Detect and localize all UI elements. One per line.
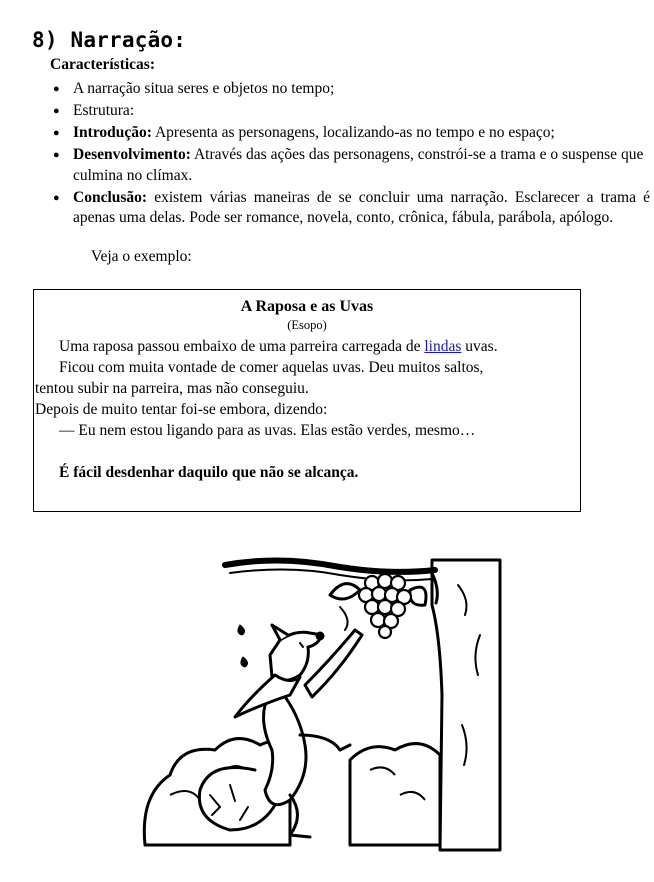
characteristics-list <box>50 79 650 230</box>
bullet-text: A narração situa seres e objetos no tempo; <box>73 80 335 97</box>
fable-line-5: — Eu nem estou ligando para as uvas. Elas estão verdes, mesmo… <box>59 422 476 439</box>
fox-head <box>270 632 322 680</box>
example-intro: Veja o exemplo: <box>91 248 192 265</box>
bullet-text: Estrutura: <box>73 102 135 119</box>
fable-title: A Raposa e as Uvas <box>240 298 374 315</box>
list-item <box>50 79 650 100</box>
list-item <box>50 123 650 144</box>
fox-body <box>264 690 306 805</box>
fox <box>199 625 362 837</box>
fable-line-3: tentou subir na parreira, mas não conseguiu. <box>35 380 309 397</box>
leaf <box>330 584 360 599</box>
fable-box <box>33 289 581 512</box>
section-heading: 8) Narração: <box>32 28 187 52</box>
fable-text: Uma raposa passou embaixo de uma parreira carregada de <box>59 338 425 355</box>
fable-moral: É fácil desdenhar daquilo que não se alcança. <box>59 464 359 481</box>
grape-bunch <box>359 574 411 638</box>
bullet-lead: Desenvolvimento: <box>73 146 191 163</box>
bush <box>350 744 440 845</box>
fox-and-grapes-illustration <box>140 545 510 855</box>
fable-line-4: Depois de muito tentar foi-se embora, dizendo: <box>35 401 328 418</box>
bullet-lead: Introdução: <box>73 124 152 141</box>
leaf <box>410 587 426 605</box>
bullet-text: Apresenta as personagens, localizando-as no tempo e no espaço; <box>151 124 555 141</box>
fable-line-2: Ficou com muita vontade de comer aquelas uvas. Deu muitos saltos, <box>59 359 484 376</box>
list-item <box>50 188 650 229</box>
fable-line-1 <box>59 338 498 356</box>
characteristics-subheading: Características: <box>50 56 156 73</box>
list-item <box>50 145 650 186</box>
fable-author: (Esopo) <box>287 318 327 332</box>
list-item <box>50 101 650 122</box>
fable-text: uvas. <box>461 338 498 355</box>
leaf <box>340 607 348 630</box>
bullet-lead: Conclusão: <box>73 188 148 206</box>
bullet-text: Através das ações das personagens, constrói-se a trama e o suspense que culmina no clímax. <box>73 146 644 184</box>
bullet-text: existem várias maneiras de se concluir uma narração. Esclarecer a trama é apenas uma delas. Pode ser romance, novela, conto, crônica, fábula, parábola, apólogo. <box>73 188 650 226</box>
lindas-link[interactable]: lindas <box>424 338 462 355</box>
